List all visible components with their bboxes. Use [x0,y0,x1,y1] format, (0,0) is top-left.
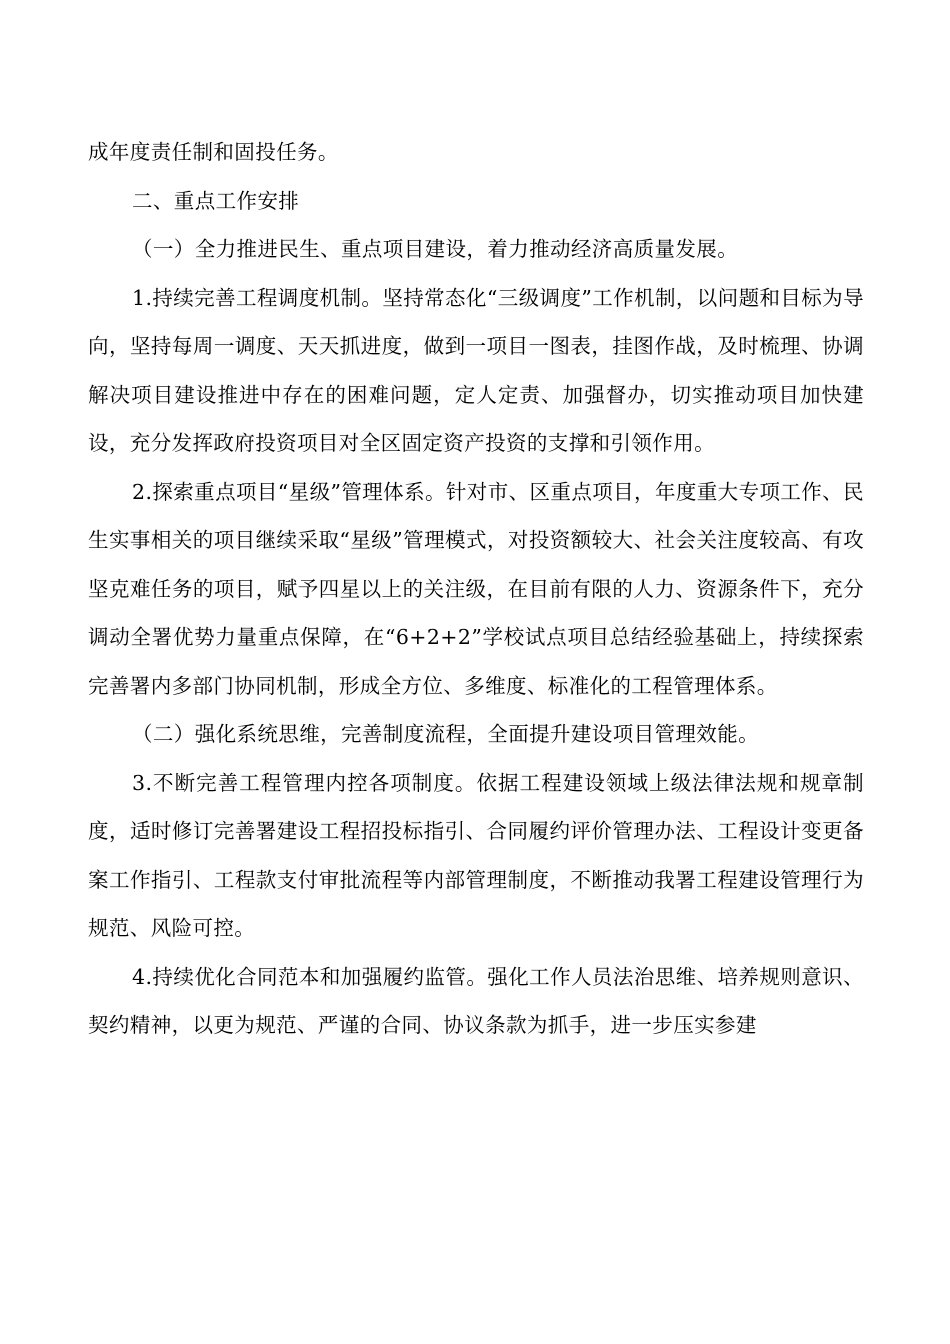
subsection-heading-1: （一）全力推进民生、重点项目建设，着力推动经济高质量发展。 [132,237,739,261]
document-body [88,128,864,1050]
section-heading-key-work: 二、重点工作安排 [132,188,300,213]
subsection-heading-2: （二）强化系统思维，完善制度流程，全面提升建设项目管理效能。 [132,722,759,746]
paragraph-item-3: 3.不断完善工程管理内控各项制度。依据工程建设领域上级法律法规和规章制度，适时修订完善署建设工程招投标指引、合同履约评价管理办法、工程设计变更备案工作指引、工程款支付审批流程等内部管理制度，不断推动我署工程建设管理行为规范、风险可控。 [88,770,864,940]
paragraph-item-4: 4.持续优化合同范本和加强履约监管。强化工作人员法治思维、培养规则意识、契约精神，以更为规范、严谨的合同、协议条款为抓手，进一步压实参建 [88,964,864,1037]
paragraph-item-2: 2.探索重点项目“星级”管理体系。针对市、区重点项目，年度重大专项工作、民生实事相关的项目继续采取“星级”管理模式，对投资额较大、社会关注度较高、有攻坚克难任务的项目，赋予四星以上的关注级，在目前有限的人力、资源条件下，充分调动全署优势力量重点保障，在“6+2+2”学校试点项目总结经验基础上，持续探索完善署内多部门协同机制，形成全方位、多维度、标准化的工程管理体系。 [88,479,864,698]
paragraph-continuation: 成年度责任制和固投任务。 [88,140,339,164]
paragraph-item-1: 1.持续完善工程调度机制。坚持常态化“三级调度”工作机制，以问题和目标为导向，坚持每周一调度、天天抓进度，做到一项目一图表，挂图作战，及时梳理、协调解决项目建设推进中存在的困难问题，定人定责、加强督办，切实推动项目加快建设，充分发挥政府投资项目对全区固定资产投资的支撑和引领作用。 [88,285,864,455]
